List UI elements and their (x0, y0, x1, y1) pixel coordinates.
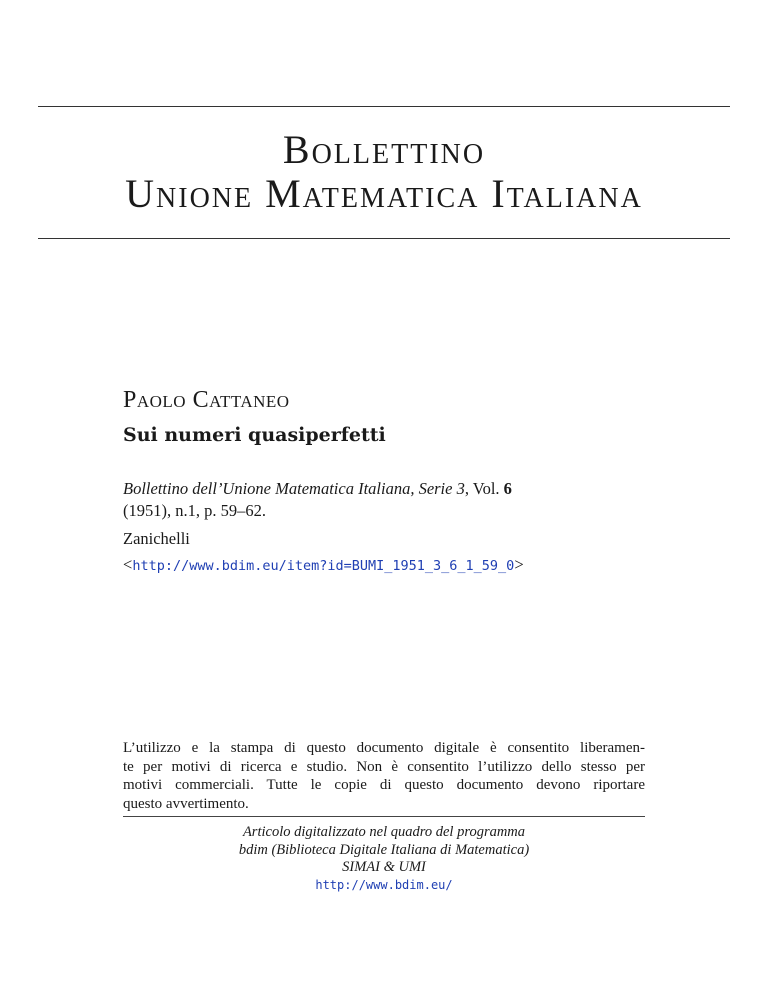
footer-line1: Articolo digitalizzato nel quadro del programma (242, 824, 526, 840)
notice-line3: motivi commerciali. Tutte le copie di questo documento devono riportare (123, 777, 645, 793)
journal-title-line2: Unione Matematica Italiana (125, 171, 643, 216)
notice-line1: L’utilizzo e la stampa di questo documento digitale è consentito liberamen- (123, 740, 645, 756)
journal-title (0, 128, 768, 216)
footer-url-link[interactable]: http://www.bdim.eu/ (315, 877, 453, 892)
article-citation (123, 478, 653, 522)
citation-volume: 6 (503, 479, 512, 498)
footer-line2: bdim (Biblioteca Digitale Italiana di Matematica) (238, 841, 530, 858)
citation-line1 (123, 478, 653, 500)
citation-vol-prefix: , Vol. (464, 479, 504, 498)
footer-rule (123, 816, 645, 817)
citation-journal: Bollettino dell’Unione Matematica Italiana, Serie 3 (123, 479, 465, 498)
article-url-line (123, 555, 524, 575)
article-author: Paolo Cattaneo (123, 387, 290, 413)
article-title: Sui numeri quasiperfetti (123, 424, 386, 446)
header-top-rule (38, 106, 730, 107)
header-bottom-rule (38, 238, 730, 239)
usage-notice (123, 739, 645, 813)
footer-line3: SIMAI & UMI (342, 859, 426, 875)
journal-title-line1: Bollettino (282, 127, 486, 172)
url-open-bracket: < (123, 555, 133, 574)
notice-line2: te per motivi di ricerca e studio. Non è consentito l’utilizzo dello stesso per (123, 758, 645, 775)
citation-line2: (1951), n.1, p. 59–62. (123, 501, 266, 520)
notice-line4: questo avvertimento. (123, 795, 249, 812)
article-url-link[interactable]: http://www.bdim.eu/item?id=BUMI_1951_3_6_1_59_0 (132, 558, 515, 574)
digitization-footer (123, 824, 645, 894)
url-close-bracket: > (514, 555, 524, 574)
article-publisher: Zanichelli (123, 529, 190, 548)
